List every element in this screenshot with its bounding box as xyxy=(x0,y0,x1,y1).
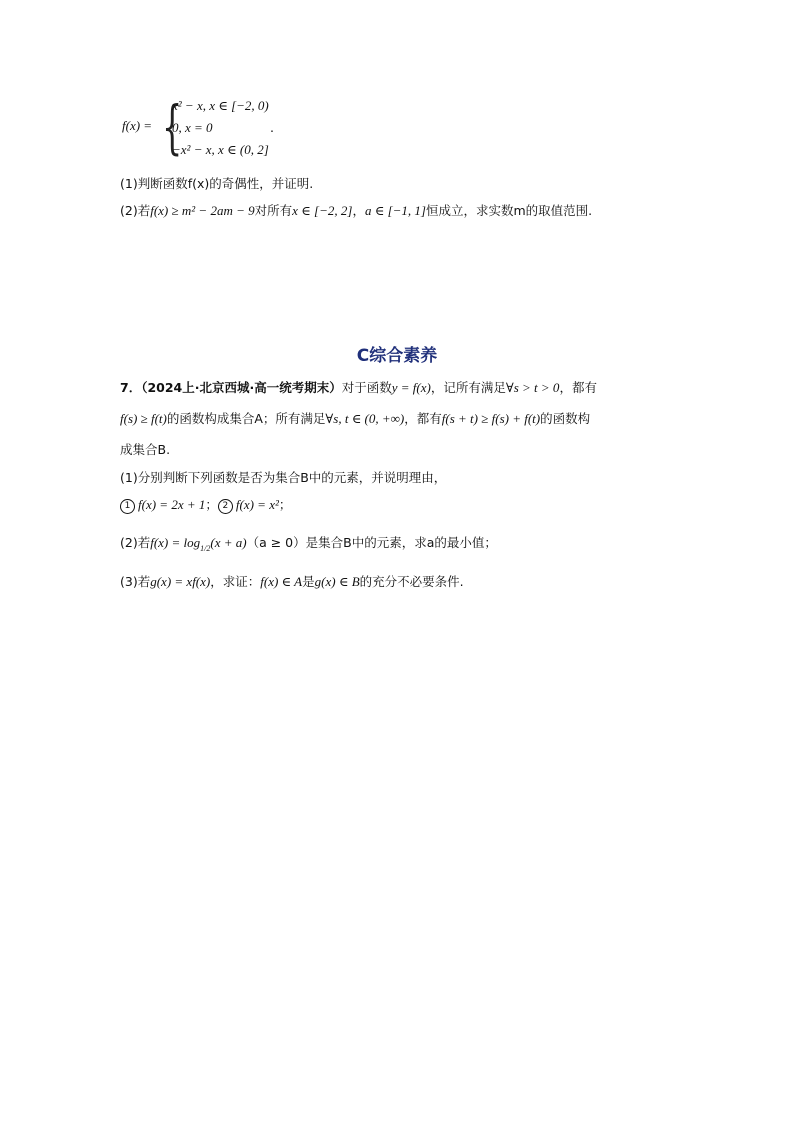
p7-q3-mid: ，求证： xyxy=(210,574,261,589)
function-label: f(x) = xyxy=(122,118,153,133)
p7-line2-math1: f(s) ≥ f(t) xyxy=(120,411,167,426)
p7-q1-end: ； xyxy=(278,497,292,512)
p6-q2-pre: (2)若 xyxy=(120,203,151,218)
circled-number-1: 1 xyxy=(120,499,135,514)
p7-q3-pre: (3)若 xyxy=(120,574,151,589)
p6-question-1: (1)判断函数f(x)的奇偶性，并证明. xyxy=(120,176,314,191)
p7-line1-b: ，记所有满足 xyxy=(430,380,506,395)
p7-line1-a: 对于函数 xyxy=(341,380,392,395)
p7-q2-base: 1/2 xyxy=(200,544,211,553)
circled-number-2: 2 xyxy=(218,499,233,514)
p7-q1-item2: f(x) = x² xyxy=(235,497,279,512)
piecewise-function xyxy=(122,93,322,162)
period: . xyxy=(270,120,274,135)
p7-q3-post: 的充分不必要条件. xyxy=(359,574,464,589)
p7-q1-items xyxy=(120,495,291,515)
p7-line-3: 成集合B. xyxy=(120,442,171,457)
p7-question-3 xyxy=(120,572,464,592)
p7-q2-math: f(x) = log xyxy=(150,535,201,550)
p7-q3-math1: g(x) = xf(x) xyxy=(150,574,211,589)
p7-line-2 xyxy=(120,409,590,429)
p7-q2-arg: (x + a) xyxy=(210,535,247,550)
p7-line1-c: ，都有 xyxy=(559,380,597,395)
p7-line2-a: 的函数构成集合A；所有满足 xyxy=(166,411,326,426)
p7-line2-c: 的函数构 xyxy=(540,411,591,426)
p7-line-1 xyxy=(120,378,597,398)
p7-line1-math2: ∀s > t > 0 xyxy=(505,380,560,395)
p7-q3-math3: g(x) ∈ B xyxy=(314,574,360,589)
p7-q2-post: 是集合B中的元素，求a的最小值； xyxy=(305,535,497,550)
p7-question-2 xyxy=(120,533,497,559)
p7-number: 7． xyxy=(120,380,142,395)
p7-line1-math1: y = f(x) xyxy=(391,380,431,395)
case-1: x² − x, x ∈ [−2, 0) xyxy=(172,98,269,113)
p6-q2-math1: f(x) ≥ m² − 2am − 9 xyxy=(150,203,255,218)
p6-q2-math3: a ∈ [−1, 1] xyxy=(364,203,426,218)
p7-q1-item1: f(x) = 2x + 1 xyxy=(138,497,206,512)
case-2: 0, x = 0 xyxy=(172,120,213,135)
p7-q2-pre: (2)若 xyxy=(120,535,151,550)
p7-question-1: (1)分别判断下列函数是否为集合B中的元素，并说明理由， xyxy=(120,470,447,485)
p6-q2-mid1: 对所有 xyxy=(254,203,293,218)
p7-q3-math2: f(x) ∈ A xyxy=(260,574,303,589)
p7-q2-cond: （a ≥ 0） xyxy=(246,535,306,550)
p7-source: （2024上·北京西城·高一统考期末） xyxy=(141,380,342,395)
p6-q2-post: 恒成立，求实数m的取值范围. xyxy=(425,203,593,218)
left-brace: { xyxy=(162,93,183,161)
section-heading: C综合素养 xyxy=(356,346,438,366)
p7-q1-sep: ； xyxy=(205,497,218,512)
p7-line2-b: ，都有 xyxy=(404,411,442,426)
p6-question-2 xyxy=(120,201,592,221)
p6-q2-mid2: ， xyxy=(352,203,365,218)
p7-q3-mid2: 是 xyxy=(302,574,315,589)
case-3: −x² − x, x ∈ (0, 2] xyxy=(172,142,269,157)
p7-line2-math2: ∀s, t ∈ (0, +∞) xyxy=(325,411,405,426)
p7-line2-math3: f(s + t) ≥ f(s) + f(t) xyxy=(441,411,541,426)
p6-q2-math2: x ∈ [−2, 2] xyxy=(292,203,353,218)
